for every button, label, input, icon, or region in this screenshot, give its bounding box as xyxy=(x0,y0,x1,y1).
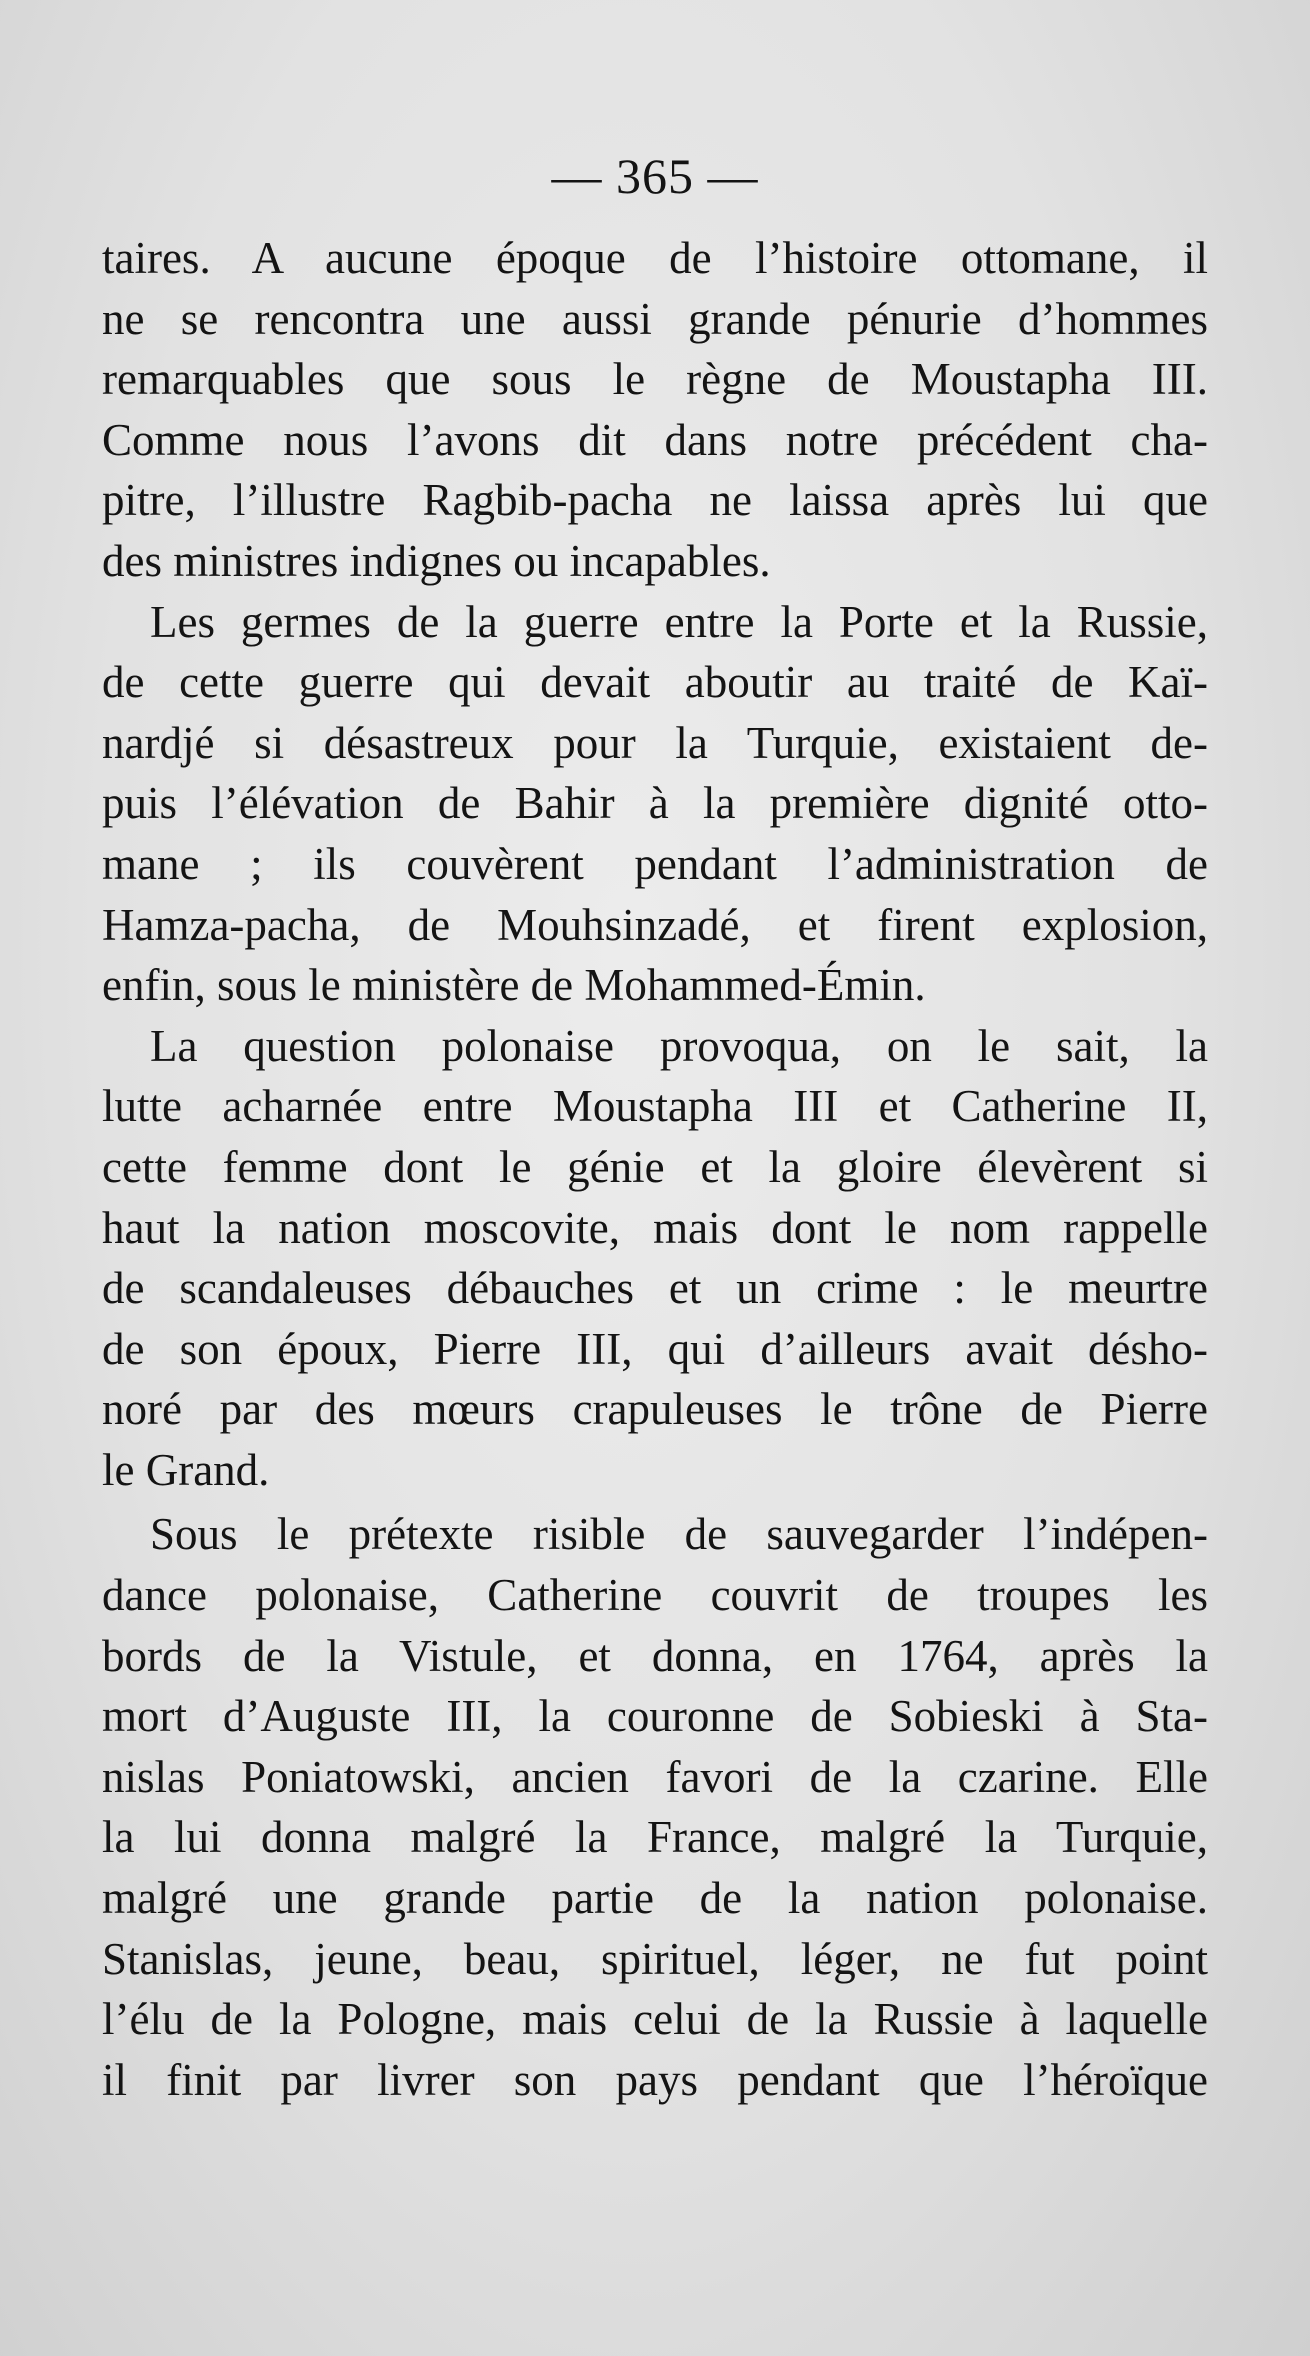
text-line: de son époux, Pierre III, qui d’ailleurs avait désho- xyxy=(102,1323,1208,1374)
text-line: le Grand. xyxy=(102,1444,270,1495)
text-line: de scandaleuses débauches et un crime : le meurtre xyxy=(102,1263,1208,1314)
text-line: haut la nation moscovite, mais dont le nom rappelle xyxy=(102,1202,1208,1253)
text-line: ne se rencontra une aussi grande pénurie d’hommes xyxy=(102,293,1208,344)
text-line: il finit par livrer son pays pendant que l’héroïque xyxy=(102,2054,1208,2105)
text-line: des ministres indignes ou incapables. xyxy=(102,535,771,586)
text-line: noré par des mœurs crapuleuses le trône de Pierre xyxy=(102,1384,1208,1435)
text-line: pitre, l’illustre Ragbib-pacha ne laissa après lui que xyxy=(102,475,1208,526)
page-number: — 365 — xyxy=(551,148,759,204)
text-line: Stanislas, jeune, beau, spirituel, léger, ne fut point xyxy=(102,1933,1208,1984)
paragraph xyxy=(102,228,1208,592)
text-line: Sous le prétexte risible de sauvegarder l’indépen- xyxy=(150,1509,1208,1560)
text-line: mort d’Auguste III, la couronne de Sobieski à Sta- xyxy=(102,1691,1208,1742)
text-line: puis l’élévation de Bahir à la première dignité otto- xyxy=(102,778,1208,829)
text-line: taires. A aucune époque de l’histoire ottomane, il xyxy=(102,233,1208,283)
text-line: La question polonaise provoqua, on le sait, la xyxy=(150,1020,1208,1071)
text-line: malgré une grande partie de la nation polonaise. xyxy=(102,1873,1208,1924)
body-text xyxy=(102,228,1208,2110)
text-line: l’élu de la Pologne, mais celui de la Russie à laquelle xyxy=(102,1994,1208,2045)
paragraph xyxy=(102,1016,1208,1501)
text-line: bords de la Vistule, et donna, en 1764, après la xyxy=(102,1630,1208,1681)
text-line: lutte acharnée entre Moustapha III et Catherine II, xyxy=(102,1081,1208,1132)
paragraph xyxy=(102,592,1208,1016)
text-line: Hamza-pacha, de Mouhsinzadé, et firent explosion, xyxy=(102,899,1208,950)
text-line: dance polonaise, Catherine couvrit de troupes les xyxy=(102,1570,1208,1621)
text-line: de cette guerre qui devait aboutir au traité de Kaï- xyxy=(102,657,1208,708)
text-line: remarquables que sous le règne de Moustapha III. xyxy=(102,354,1208,405)
text-line: cette femme dont le génie et la gloire élevèrent si xyxy=(102,1141,1208,1192)
text-line: Les germes de la guerre entre la Porte et la Russie, xyxy=(150,596,1208,647)
paragraph xyxy=(102,1504,1208,2110)
text-line: nardjé si désastreux pour la Turquie, existaient de- xyxy=(102,717,1208,768)
text-line: mane ; ils couvèrent pendant l’administration de xyxy=(102,838,1208,889)
text-line: nislas Poniatowski, ancien favori de la czarine. Elle xyxy=(102,1751,1208,1802)
text-line: la lui donna malgré la France, malgré la Turquie, xyxy=(102,1812,1208,1863)
text-line: Comme nous l’avons dit dans notre précédent cha- xyxy=(102,414,1208,465)
text-line: enfin, sous le ministère de Mohammed-Émin. xyxy=(102,960,926,1011)
